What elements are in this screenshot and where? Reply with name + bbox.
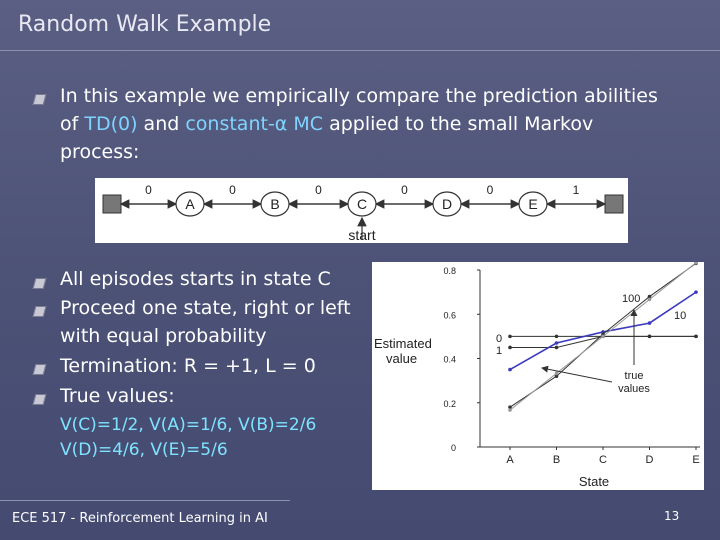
bullet-1: All episodes starts in state C [60,268,331,290]
series-0-point [508,335,512,339]
series-true-values-point [555,372,559,376]
bullet-3: Termination: R = +1, L = 0 [60,355,316,377]
x-tick-label: C [599,454,607,466]
x-axis-label: State [578,474,610,489]
state-label-a: A [185,196,195,212]
right-terminal [605,195,623,213]
y-tick-label: 0.6 [443,310,456,321]
page-number: 13 [664,509,680,523]
x-tick-label: E [692,454,700,466]
series-10-point [508,368,512,372]
y-tick-label: 0.4 [443,354,456,365]
true-values-line-1: V(C)=1/2, V(A)=1/6, V(B)=2/6 [60,415,317,435]
reward-label: 0 [401,183,408,197]
chart-svg [372,262,704,490]
bullet-4: True values: [60,385,175,407]
intro-text-pre: In this example we empirically compare the prediction abilities of [60,85,658,135]
title-divider [0,50,720,51]
bullet-icon [33,394,47,405]
y-tick-label: 0 [450,443,456,453]
footer-text: ECE 517 - Reinforcement Learning in AI [12,511,268,526]
reward-label: 0 [315,183,322,197]
series-0-point [555,335,559,339]
series-true-values-point [601,335,605,339]
bullet-2: Proceed one state, right or left with equal probability [60,297,351,347]
x-tick-label: A [506,454,514,466]
bullet-icon [33,364,47,375]
y-axis-label-line-1: Estimated [374,336,432,351]
reward-label: 0 [486,183,494,197]
bullet-icon [33,94,47,105]
reward-label: 1 [572,183,580,197]
markov-chain-diagram [95,178,628,243]
annotation-true-values-line-1: true [624,370,644,382]
bullet-icon [33,306,47,317]
series-1-point [694,335,698,339]
state-label-d: D [441,196,453,212]
y-tick-label: 0.2 [443,398,456,409]
x-tick-label: D [645,454,654,466]
reward-label: 0 [145,183,152,197]
constant-alpha-mc-label: constant-α MC [185,113,324,135]
intro-text-post: applied to the small Markov process: [60,113,594,163]
true-values-line-2: V(D)=4/6, V(E)=5/6 [60,440,228,460]
series-10-point [694,290,698,294]
state-label-c: C [356,196,368,212]
td0-label: TD(0) [84,113,138,135]
intro-text-mid: and [137,113,186,135]
series-10-point [648,321,652,325]
series-true-values-point [648,298,652,302]
annotation-100: 100 [622,293,641,305]
left-terminal [103,195,121,213]
series-1-point [508,346,512,350]
true-values-arrow-left [542,368,612,382]
series-true-values-point [508,408,512,412]
y-axis-label-line-2: value [386,351,418,366]
annotation-0: 0 [496,333,503,345]
series-10-point [555,341,559,345]
start-label: start [348,227,376,243]
intro-paragraph [60,82,670,166]
series-1-point [648,335,652,339]
state-label-e: E [528,196,538,212]
x-tick-label: B [552,454,561,466]
footer-divider [0,500,290,501]
value-estimate-chart [372,262,704,490]
annotation-10: 10 [674,310,687,322]
series-1-point [555,346,559,350]
state-label-b: B [270,196,280,212]
markov-chain-svg [95,178,628,243]
slide-title: Random Walk Example [18,12,272,37]
annotation-1: 1 [496,345,503,357]
bullet-icon [33,278,47,289]
y-tick-label: 0.8 [443,266,456,276]
annotation-true-values-line-2: values [618,383,650,395]
reward-label: 0 [229,183,236,197]
